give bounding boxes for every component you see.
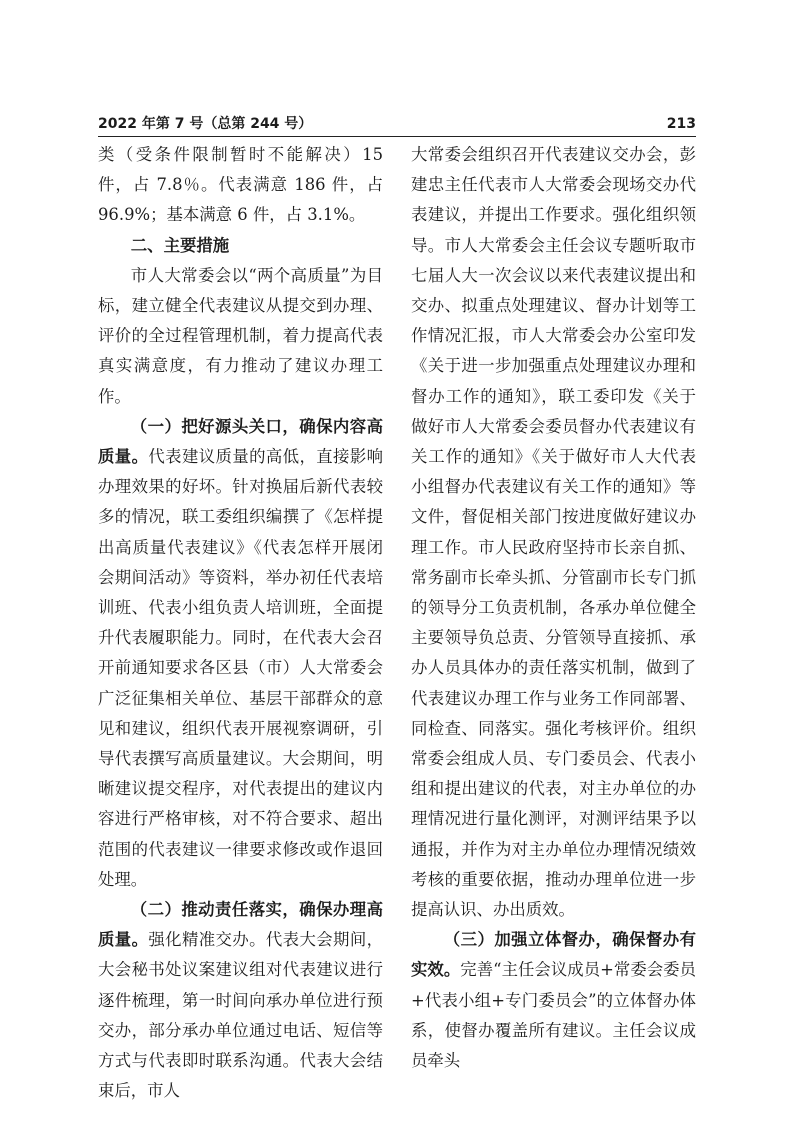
subsection-3-paragraph: [411, 925, 696, 1076]
running-header: [98, 114, 696, 137]
subsection-1-body: 代表建议质量的高低，直接影响办理效果的好坏。针对换届后新代表较多的情况，联工委组织编撰了《怎样提出高质量代表建议》《代表怎样开展闭会期间活动》等资料，举办初任代表培训班、代表小组负责人培训班，全面提升代表履职能力。同时，在代表大会召开前通知要求各区县（市）人大常委会广泛征集相关单位、基层干部群众的意见和建议，组织代表开展视察调研，引导代表撰写高质量建议。大会期间，明晰建议提交程序，对代表提出的建议内容进行严格审核，对不符合要求、超出范围的代表建议一律要求修改或作退回处理。: [98, 447, 384, 889]
measures-paragraph: 市人大常委会以“两个高质量”为目标，建立健全代表建议从提交到办理、评价的全过程管理机制，着力提高代表真实满意度，有力推动了建议办理工作。: [98, 265, 383, 406]
left-column: [98, 140, 384, 1101]
issue-label: 2022 年第 7 号（总第 244 号）: [98, 116, 313, 132]
right-column: [411, 140, 697, 1071]
subsection-3-body: 完善“主任会议成员+常委会委员+代表小组+专门委员会”的立体督办体系，使督办覆盖所有建议。主任会议成员牵头: [411, 960, 697, 1071]
intro-paragraph: 类（受条件限制暂时不能解决）15 件，占 7.8％。代表满意 186 件，占 96.9%；基本满意 6 件，占 3.1%。: [98, 145, 383, 225]
subsection-2-title: （二）推动责任落实，确保办理高质量。: [98, 900, 383, 950]
page-number: 213: [666, 116, 696, 132]
subsection-2-body: 强化精准交办。代表大会期间，大会秘书处议案建议组对代表建议进行逐件梳理，第一时间向承办单位进行预交办，部分承办单位通过电话、短信等方式与代表即时联系沟通。代表大会结束后，市人: [98, 930, 384, 1101]
subsection-1-title: （一）把好源头关口，确保内容高质量。: [98, 416, 383, 467]
continued-paragraph: 大常委会组织召开代表建议交办会，彭建忠主任代表市人大常委会现场交办代表建议，并提出工作要求。强化组织领导。市人大常委会主任会议专题听取市七届人大一次会议以来代表建议提出和交办、拟重点处理建议、督办计划等工作情况汇报，市人大常委会办公室印发《关于进一步加强重点处理建议办理和督办工作的通知》，联工委印发《关于做好市人大常委会委员督办代表建议有关工作的通知》《关于做好市人大代表小组督办代表建议有关工作的通知》等文件，督促相关部门按进度做好建议办理工作。市人民政府坚持市长亲自抓、常务副市长牵头抓、分管副市长专门抓的领导分工负责机制，各承办单位健全主要领导负总责、分管领导直接抓、承办人员具体办的责任落实机制，做到了代表建议办理工作与业务工作同部署、同检查、同落实。强化考核评价。组织常委会组成人员、专门委员会、代表小组和提出建议的代表，对主办单位的办理情况进行量化测评，对测评结果予以通报，并作为对主办单位办理情况绩效考核的重要依据，推动办理单位进一步提高认识、办出质效。: [411, 145, 696, 920]
subsection-1-paragraph: [98, 412, 383, 895]
subsection-3-title: （三）加强立体督办，确保督办有实效。: [411, 930, 696, 980]
subsection-2-paragraph: [98, 895, 383, 1106]
section-heading: 二、主要措施: [130, 235, 230, 255]
